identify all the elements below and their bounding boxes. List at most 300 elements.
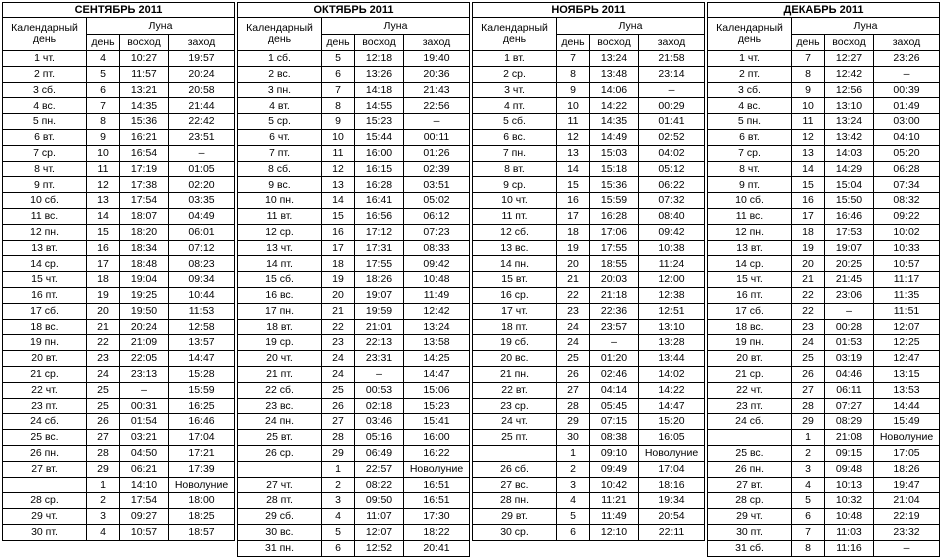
table-row [708,145,940,161]
moon-day-cell: 20 [557,256,590,272]
moonrise-cell: 18:48 [120,256,169,272]
moonset-cell: 16:25 [169,398,235,414]
moonrise-cell: 16:21 [120,129,169,145]
calendar-day-cell: 10 сб. [708,193,792,209]
calendar-day-cell: 12 пн. [708,224,792,240]
calendar-day-cell: 12 сб. [473,224,557,240]
moonrise-cell: – [120,382,169,398]
moonset-cell: 13:28 [639,335,705,351]
moon-day-cell: 22 [557,287,590,303]
moon-day-cell: 2 [557,461,590,477]
moonset-cell: 13:44 [639,351,705,367]
calendar-day-cell: 23 ср. [473,398,557,414]
moonrise-cell: 11:49 [590,509,639,525]
moon-day-cell: 11 [557,114,590,130]
table-row [238,335,470,351]
table-row [473,366,705,382]
calendar-day-cell: 11 вт. [238,208,322,224]
calendar-day-cell: 15 сб. [238,272,322,288]
calendar-day-cell: 25 вс. [708,445,792,461]
moonrise-cell: 13:26 [355,66,404,82]
table-row [473,51,705,67]
moonrise-cell: 14:35 [120,98,169,114]
moon-day-cell: 20 [322,287,355,303]
calendar-day-cell: 1 сб. [238,51,322,67]
moonset-cell: 13:53 [874,382,940,398]
moonset-cell: 05:20 [874,145,940,161]
moonrise-cell: 14:18 [355,82,404,98]
moonset-cell: 07:12 [169,240,235,256]
moonrise-cell: 00:31 [120,398,169,414]
calendar-day-cell: 1 чт. [3,51,87,67]
moonset-cell: 13:15 [874,366,940,382]
moonrise-cell: 16:41 [355,193,404,209]
moon-day-cell: 24 [322,366,355,382]
moonset-cell: 04:02 [639,145,705,161]
moon-day-cell: 26 [87,414,120,430]
table-row [238,177,470,193]
moon-day-cell: 10 [792,98,825,114]
moonrise-cell: 03:19 [825,351,874,367]
table-row [473,82,705,98]
moon-day-cell: 8 [792,66,825,82]
moon-day-cell: 7 [322,82,355,98]
calendar-day-cell: 19 сб. [473,335,557,351]
moon-day-cell: 3 [322,493,355,509]
calendar-day-cell: 5 пн. [708,114,792,130]
calendar-day-cell: 4 пт. [473,98,557,114]
table-row [473,335,705,351]
moon-day-cell: 15 [792,177,825,193]
moon-day-cell: 10 [87,145,120,161]
month-title: СЕНТЯБРЬ 2011 [3,3,235,18]
moonset-cell: 13:58 [404,335,470,351]
moon-day-cell: 9 [557,82,590,98]
calendar-day-cell: 1 чт. [708,51,792,67]
moon-day-cell: 25 [557,351,590,367]
moonset-cell: 01:49 [874,98,940,114]
moonrise-cell: – [590,335,639,351]
calendar-day-cell: 2 пт. [3,66,87,82]
table-row [3,129,235,145]
calendar-day-cell: 28 пт. [238,493,322,509]
moonrise-cell: 04:50 [120,445,169,461]
moon-day-cell: 12 [557,129,590,145]
calendar-day-cell: 10 пн. [238,193,322,209]
calendar-day-cell: 26 пн. [708,461,792,477]
calendar-day-header: Календарный день [708,18,792,51]
calendar-day-cell: 3 сб. [708,82,792,98]
moon-day-cell: 13 [322,177,355,193]
moon-day-cell: 12 [792,129,825,145]
moonset-cell: 10:57 [874,256,940,272]
moonrise-cell: 10:42 [590,477,639,493]
moonrise-cell: 20:03 [590,272,639,288]
table-row [473,208,705,224]
moon-day-cell: 14 [557,161,590,177]
calendar-day-cell: 13 вт. [3,240,87,256]
table-row [708,398,940,414]
table-row [708,129,940,145]
moonrise-cell: 21:09 [120,335,169,351]
calendar-day-cell: 27 вс. [473,477,557,493]
calendar-day-cell: 22 чт. [708,382,792,398]
table-row [3,161,235,177]
moon-day-cell: 27 [557,382,590,398]
moon-day-cell: 1 [792,430,825,446]
moonrise-cell: 19:07 [355,287,404,303]
moon-day-cell: 16 [557,193,590,209]
moonset-cell: 21:58 [639,51,705,67]
moonrise-cell: – [825,303,874,319]
moonset-cell: 05:12 [639,161,705,177]
moonrise-cell: 21:18 [590,287,639,303]
table-row [238,256,470,272]
calendar-day-cell: 2 пт. [708,66,792,82]
moonset-cell: 21:04 [874,493,940,509]
table-row [3,461,235,477]
table-row [3,177,235,193]
moon-day-cell: 1 [87,477,120,493]
table-row [473,414,705,430]
moonset-cell: 22:19 [874,509,940,525]
moonrise-cell: 19:59 [355,303,404,319]
table-row [3,335,235,351]
moonset-cell: 12:00 [639,272,705,288]
moonset-cell: 15:41 [404,414,470,430]
calendar-day-header: Календарный день [238,18,322,51]
moon-day-cell: 3 [792,461,825,477]
moonset-cell: 11:51 [874,303,940,319]
moonset-cell: 11:17 [874,272,940,288]
moonset-header: заход [874,35,940,51]
moon-day-cell: 22 [87,335,120,351]
moonrise-cell: 02:46 [590,366,639,382]
moonrise-cell: 11:21 [590,493,639,509]
calendar-day-cell: 5 сб. [473,114,557,130]
table-row [473,272,705,288]
moonrise-cell: 06:11 [825,382,874,398]
calendar-day-cell: 23 пт. [3,398,87,414]
table-row [473,114,705,130]
table-row [708,240,940,256]
moon-day-cell: 22 [322,319,355,335]
moonset-cell: 07:23 [404,224,470,240]
moon-day-cell: 27 [322,414,355,430]
moonrise-cell: 18:55 [590,256,639,272]
moon-day-cell: 30 [557,430,590,446]
moonset-cell: 12:51 [639,303,705,319]
table-row [473,477,705,493]
moon-header: Луна [557,18,705,35]
calendar-day-cell: 6 вт. [3,129,87,145]
moonset-cell: 23:51 [169,129,235,145]
moon-day-cell: 4 [87,524,120,540]
table-row [708,524,940,540]
moon-day-cell: 16 [792,193,825,209]
moon-day-cell: 8 [557,66,590,82]
moon-day-header: день [557,35,590,51]
calendar-day-cell: 6 чт. [238,129,322,145]
calendar-day-cell: 14 ср. [708,256,792,272]
moon-day-cell: 17 [792,208,825,224]
moonrise-cell: 22:13 [355,335,404,351]
moonset-cell: 12:58 [169,319,235,335]
moonset-cell: 14:47 [639,398,705,414]
moonset-cell: – [639,82,705,98]
moonset-cell: 15:06 [404,382,470,398]
table-row [3,445,235,461]
table-row [3,145,235,161]
moon-day-cell: 6 [322,66,355,82]
moonset-cell: 16:46 [169,414,235,430]
calendar-day-cell: 24 сб. [3,414,87,430]
moon-day-cell: 3 [557,477,590,493]
calendar-day-cell: 20 чт. [238,351,322,367]
moonset-cell: 14:25 [404,351,470,367]
table-row [3,303,235,319]
table-row [473,398,705,414]
moon-day-cell: 5 [87,66,120,82]
moonset-cell: 01:26 [404,145,470,161]
moonset-cell: 09:42 [404,256,470,272]
moon-day-cell: 24 [557,335,590,351]
moonset-cell: 07:34 [874,177,940,193]
table-row [238,66,470,82]
table-row [3,477,235,493]
moonrise-cell: 20:25 [825,256,874,272]
moon-day-cell: 15 [87,224,120,240]
moon-header: Луна [322,18,470,35]
table-row [708,114,940,130]
calendar-day-cell: 30 вс. [238,524,322,540]
moonset-cell: 02:39 [404,161,470,177]
moon-header: Луна [87,18,235,35]
moonrise-cell: 02:18 [355,398,404,414]
moon-day-cell: 1 [557,445,590,461]
calendar-day-cell: 27 чт. [238,477,322,493]
calendar-day-cell: 26 ср. [238,445,322,461]
moonset-cell: 16:51 [404,493,470,509]
calendar-day-cell: 31 пн. [238,540,322,556]
moonrise-cell: 13:48 [590,66,639,82]
calendar-day-cell: 2 ср. [473,66,557,82]
moonrise-cell: 16:15 [355,161,404,177]
table-row [708,319,940,335]
calendar-day-cell: 15 вт. [473,272,557,288]
moon-day-cell: 5 [322,51,355,67]
moonset-cell: 03:51 [404,177,470,193]
moonrise-cell: 14:29 [825,161,874,177]
moonrise-cell: 23:31 [355,351,404,367]
moon-day-cell: 21 [557,272,590,288]
moonrise-cell: 11:16 [825,540,874,556]
moonrise-cell: 15:59 [590,193,639,209]
calendar-day-cell: 14 пт. [238,256,322,272]
moonrise-cell: 13:24 [825,114,874,130]
moonrise-cell: 08:38 [590,430,639,446]
moon-day-cell: 7 [792,524,825,540]
moonrise-cell: 01:53 [825,335,874,351]
table-row [708,461,940,477]
table-row [708,256,940,272]
table-row [3,382,235,398]
table-row [3,193,235,209]
month-table [472,2,705,541]
moonrise-cell: 06:21 [120,461,169,477]
moon-day-cell: 24 [322,351,355,367]
moonrise-cell: 14:35 [590,114,639,130]
calendar-day-cell: 10 сб. [3,193,87,209]
table-row [708,208,940,224]
moon-day-cell: 6 [557,524,590,540]
moon-day-cell: 20 [792,256,825,272]
calendar-day-cell: 17 чт. [473,303,557,319]
calendar-day-cell: 25 вс. [3,430,87,446]
calendar-day-cell: 29 вт. [473,509,557,525]
calendar-day-cell: 23 пт. [708,398,792,414]
moon-day-cell: 18 [322,256,355,272]
moonset-cell: 10:44 [169,287,235,303]
moonrise-cell: 06:49 [355,445,404,461]
calendar-day-cell: 22 чт. [3,382,87,398]
calendar-day-cell: 17 сб. [708,303,792,319]
moon-day-cell: 15 [557,177,590,193]
moonrise-cell: 16:28 [355,177,404,193]
moonrise-cell: 05:16 [355,430,404,446]
table-row [708,161,940,177]
moon-day-cell: 25 [87,382,120,398]
table-row [238,540,470,556]
moonrise-cell: 15:50 [825,193,874,209]
table-row [708,509,940,525]
table-row [238,477,470,493]
table-row [473,461,705,477]
table-row [708,414,940,430]
moonrise-cell: 12:18 [355,51,404,67]
table-row [708,540,940,556]
moon-day-header: день [87,35,120,51]
moonrise-cell: 16:56 [355,208,404,224]
moon-day-header: день [792,35,825,51]
calendar-day-cell: 10 чт. [473,193,557,209]
moon-day-cell: 6 [792,509,825,525]
moon-day-cell: 13 [557,145,590,161]
month-table [2,2,235,541]
moon-day-cell: 9 [792,82,825,98]
moonset-cell: 22:42 [169,114,235,130]
moonrise-cell: 21:08 [825,430,874,446]
table-row [3,351,235,367]
calendar-day-header: Календарный день [3,18,87,51]
calendar-day-cell: 29 чт. [708,509,792,525]
table-row [238,398,470,414]
moon-day-cell: 4 [792,477,825,493]
moon-day-cell: 23 [87,351,120,367]
moon-day-cell: 6 [87,82,120,98]
moonset-cell: 11:24 [639,256,705,272]
moonrise-cell: 17:55 [590,240,639,256]
moonset-cell: 08:32 [874,193,940,209]
moonset-cell: 12:38 [639,287,705,303]
moonset-cell: 16:22 [404,445,470,461]
moonset-cell: 17:04 [639,461,705,477]
moonset-cell: 16:51 [404,477,470,493]
calendar-day-cell: 13 вс. [473,240,557,256]
moon-day-cell: 9 [87,129,120,145]
moonset-cell: 22:56 [404,98,470,114]
table-row [238,351,470,367]
moonrise-cell: 04:14 [590,382,639,398]
moonrise-cell: 12:52 [355,540,404,556]
calendar-day-cell: 16 пт. [708,287,792,303]
table-row [238,193,470,209]
table-row [473,98,705,114]
moonset-header: заход [169,35,235,51]
table-row [238,145,470,161]
calendar-day-cell: 27 вт. [3,461,87,477]
calendar-day-cell: 6 вс. [473,129,557,145]
moonrise-cell: 11:03 [825,524,874,540]
moon-day-cell: 29 [322,445,355,461]
moonset-cell: 10:33 [874,240,940,256]
calendar-day-cell: 19 пн. [708,335,792,351]
table-row [3,240,235,256]
moonset-cell: 16:05 [639,430,705,446]
moonrise-header: восход [355,35,404,51]
calendar-day-cell: 15 чт. [708,272,792,288]
month-table [237,2,470,557]
moon-day-cell: 29 [792,414,825,430]
calendar-day-cell: 29 чт. [3,509,87,525]
moonset-cell: 15:28 [169,366,235,382]
table-row [3,272,235,288]
table-row [3,82,235,98]
moonrise-cell: 19:50 [120,303,169,319]
moonset-cell: 15:20 [639,414,705,430]
calendar-day-cell: 28 ср. [708,493,792,509]
table-row [473,240,705,256]
moonrise-cell: 12:56 [825,82,874,98]
moon-day-cell: 6 [322,540,355,556]
calendar-day-cell: 8 чт. [3,161,87,177]
moon-day-cell: 9 [322,114,355,130]
moonset-cell: 00:11 [404,129,470,145]
moonset-cell: – [874,540,940,556]
moonset-cell: – [874,66,940,82]
moonset-cell: 05:02 [404,193,470,209]
moonrise-header: восход [120,35,169,51]
calendar-day-cell: 28 пн. [473,493,557,509]
moonrise-cell: 21:45 [825,272,874,288]
moon-day-cell: 1 [322,461,355,477]
moonset-header: заход [404,35,470,51]
moon-day-cell: 11 [322,145,355,161]
table-row [3,66,235,82]
moonset-cell: Новолуние [874,430,940,446]
moon-day-cell: 2 [87,493,120,509]
moonset-cell: 09:22 [874,208,940,224]
table-row [3,287,235,303]
calendar-day-cell: 15 чт. [3,272,87,288]
calendar-day-cell: 7 пн. [473,145,557,161]
calendar-day-cell [708,430,792,446]
moon-day-cell: 16 [87,240,120,256]
moon-day-cell: 27 [792,382,825,398]
moon-day-cell: 2 [322,477,355,493]
table-row [3,414,235,430]
table-row [473,524,705,540]
